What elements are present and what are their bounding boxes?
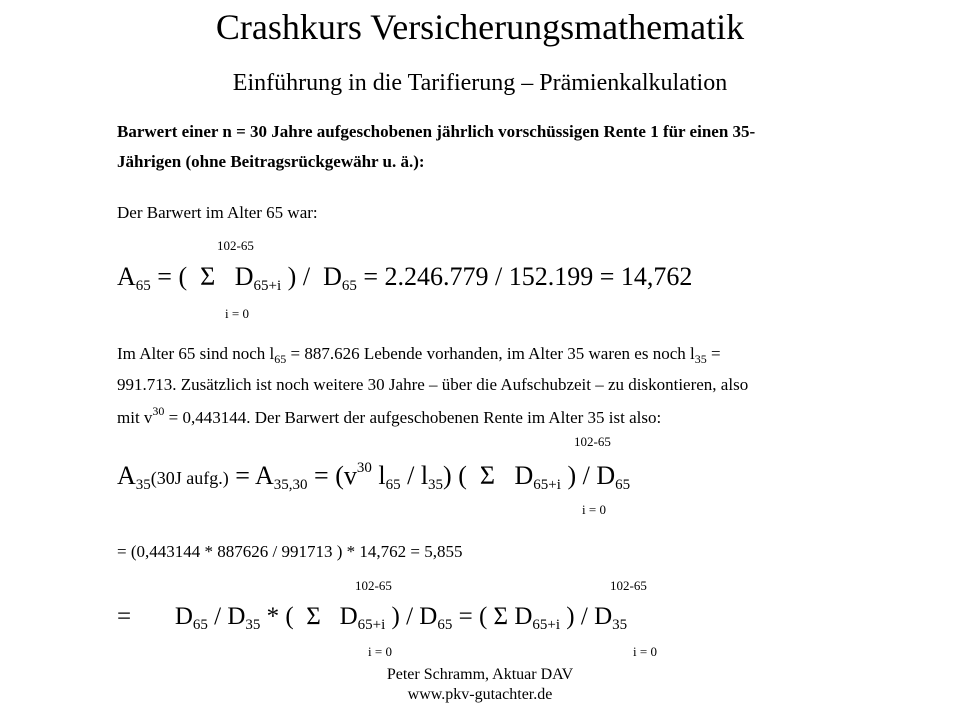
- slide-subtitle: Einführung in die Tarifierung – Prämienkalkulation: [232, 70, 728, 96]
- sum-upper-limit: 102-65: [217, 238, 254, 253]
- symbol-d: D: [174, 603, 193, 630]
- slide-title: Crashkurs Versicherungsmathematik: [215, 7, 745, 47]
- sum-upper-limit: 102-65: [355, 578, 392, 593]
- formula-text: ) / D: [385, 603, 438, 630]
- sum-lower-limit: i = 0: [368, 644, 392, 659]
- subscript: 35: [135, 477, 151, 493]
- intro-line-2: Jährigen (ohne Beitragsrückgewähr u. ä.):: [117, 152, 425, 171]
- footer-author: Peter Schramm, Aktuar DAV: [386, 666, 574, 683]
- symbol-a: A: [117, 461, 136, 490]
- formula-text: ) / D: [560, 603, 613, 630]
- paragraph-line-1: [117, 344, 721, 367]
- subscript: 65+i: [532, 617, 561, 633]
- subscript: 65+i: [253, 278, 282, 294]
- formula-a35: [117, 460, 630, 494]
- formula-text: / D: [207, 603, 246, 630]
- calculation-line: = (0,443144 * 887626 / 991713 ) * 14,762 = 5,855: [117, 542, 463, 561]
- aufg-label: (30J aufg.): [150, 468, 229, 488]
- text: = 887.626 Lebende vorhanden, im Alter 35 waren es noch l: [286, 344, 695, 363]
- formula-final: [117, 603, 627, 634]
- formula-result: = 2.246.779 / 152.199 = 14,762: [356, 262, 693, 291]
- subscript: 65: [274, 352, 287, 366]
- paragraph-line-2: 991.713. Zusätzlich ist noch weitere 30 Jahre – über die Aufschubzeit – zu diskontieren, also: [117, 375, 749, 394]
- formula-text: = A: [228, 461, 274, 490]
- sigma-symbol: Σ: [479, 461, 496, 490]
- formula-text: = (: [452, 603, 488, 630]
- sum-lower-limit: i = 0: [633, 644, 657, 659]
- subscript: 65+i: [357, 617, 386, 633]
- formula-text: / l: [400, 461, 429, 490]
- text: = 0,443144. Der Barwert der aufgeschobenen Rente im Alter 35 ist also:: [164, 408, 662, 427]
- paragraph-line-3: [117, 404, 661, 428]
- formula-text: l: [371, 461, 386, 490]
- subscript: 35: [245, 617, 261, 633]
- symbol-a: A: [117, 262, 136, 291]
- subscript: 65: [341, 278, 357, 294]
- formula-text: ) (: [443, 461, 467, 490]
- subscript: 35: [694, 352, 707, 366]
- sigma-symbol: Σ: [493, 603, 509, 630]
- subscript: 35: [612, 617, 628, 633]
- formula-text: * (: [260, 603, 294, 630]
- barwert-label: Der Barwert im Alter 65 war:: [117, 203, 318, 222]
- subscript: 65: [192, 617, 208, 633]
- formula-text: = (v: [307, 461, 357, 490]
- subscript: 65: [615, 477, 631, 493]
- sigma-symbol: Σ: [306, 603, 321, 630]
- text: Im Alter 65 sind noch l: [117, 344, 275, 363]
- symbol-d: D: [234, 262, 254, 291]
- subscript: 65+i: [533, 477, 561, 493]
- formula-text: = (: [150, 262, 188, 291]
- subscript: 65: [135, 278, 151, 294]
- symbol-d: D: [323, 262, 342, 291]
- sum-upper-limit: 102-65: [574, 434, 611, 449]
- symbol-d: D: [339, 603, 358, 630]
- subscript: 35,30: [273, 477, 308, 493]
- intro-line-1: Barwert einer n = 30 Jahre aufgeschobenen jährlich vorschüssigen Rente 1 für einen 35-: [117, 122, 756, 141]
- text: =: [706, 344, 721, 363]
- text: mit v: [117, 408, 153, 427]
- formula-a65: [117, 262, 692, 295]
- sum-lower-limit: i = 0: [582, 502, 606, 517]
- subscript: 65: [437, 617, 453, 633]
- formula-text: D: [508, 603, 533, 630]
- footer-url: www.pkv-gutachter.de: [407, 686, 553, 703]
- formula-text: =: [117, 603, 132, 630]
- subscript: 35: [428, 477, 444, 493]
- superscript: 30: [356, 460, 372, 476]
- sigma-symbol: Σ: [200, 262, 216, 291]
- formula-text: ) /: [281, 262, 311, 291]
- formula-text: ) / D: [560, 461, 616, 490]
- sum-lower-limit: i = 0: [225, 306, 249, 321]
- sum-upper-limit: 102-65: [610, 578, 647, 593]
- superscript: 30: [152, 404, 165, 418]
- symbol-d: D: [514, 461, 534, 490]
- subscript: 65: [385, 477, 401, 493]
